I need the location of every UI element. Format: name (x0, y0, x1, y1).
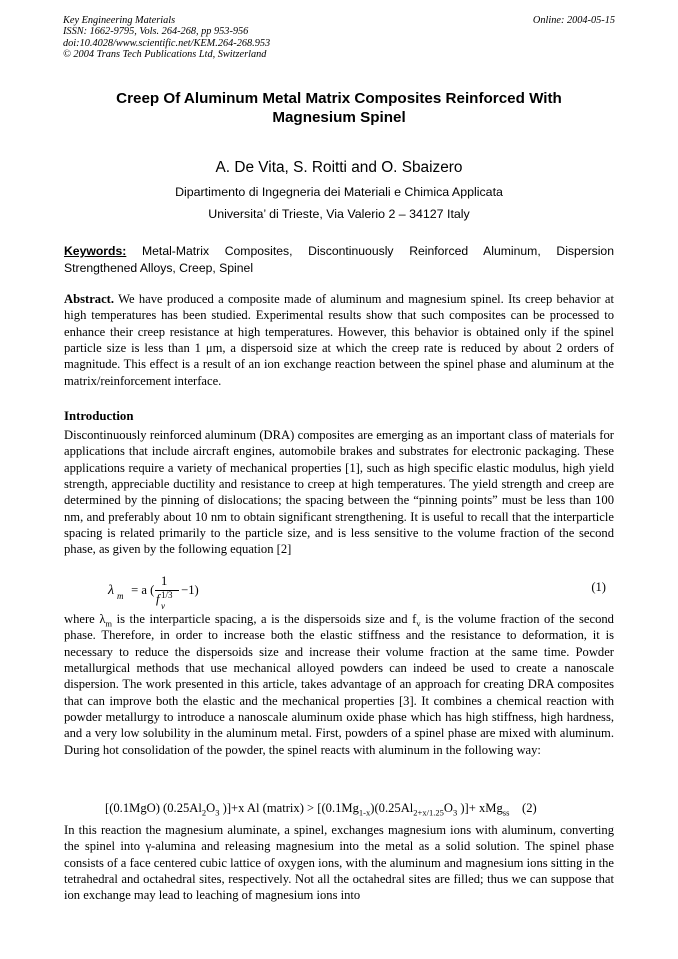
eq2-sub-e: 3 (452, 807, 458, 818)
equation-2-number: (2) (509, 801, 537, 815)
eq2-sub-f: ss (502, 807, 510, 818)
eq2-part-b: O (206, 801, 216, 815)
eq1-den-sub: v (161, 601, 165, 611)
keywords-text: Metal-Matrix Composites, Discontinuously Reinforced Aluminum, Dispersion Strengthened Alloys, Creep, Spinel (64, 244, 614, 275)
title-line-2: Magnesium Spinel (272, 109, 406, 126)
eq1-sub-m: m (117, 591, 124, 601)
eq1-den-f: f (156, 592, 160, 606)
online-date: Online: 2004-05-15 (532, 15, 615, 26)
sub-v: v (416, 618, 421, 629)
abstract (64, 291, 614, 389)
eq2-part-d: )(0.25Al (370, 801, 414, 815)
reaction-explanation-paragraph: In this reaction the magnesium aluminate, a spinel, exchanges magnesium ions with aluminum, converting the spinel into γ-alumina and releasing magnesium into the metal as a solid solution. The spinel phase consists of a face centered cubic lattice of oxygen ions, with the aluminum and magnesium ions sitting in the tetrahedral and octahedral sites, respectively. Not all the octahedral sites are filled; thus we can suppose that ion exchange may lead to leaching of magnesium ions into (64, 823, 614, 903)
eq2-sub-d: 2+x/1.25 (413, 807, 444, 818)
eq1-tail: −1) (178, 583, 199, 597)
affiliation-department: Dipartimento di Ingegneria dei Materiali e Chimica Applicata (175, 185, 503, 199)
eq1-lambda: λ (108, 583, 115, 598)
abstract-label: Abstract. (64, 292, 115, 306)
introduction-paragraph: Discontinuously reinforced aluminum (DRA) composites are emerging as an important class of materials for applications that include aircraft engines, automobile brakes and substrates for electronic packaging. These applications require a variety of mechanical properties [1], such as high specific elastic modulus, high yield strength, appreciable ductility and resistance to creep at high temperatures. The yield strength and creep are determined by the pinning of dislocations; the spacing between the “pinning points” must be less than 100 nm, and preferably about 10 nm to obtain significant strengthening. It is useful to recall that the interparticle spacing is related primarily to the particle size, and is less sensitive to the volume fraction of the second phase, as given by the following equation [2] (64, 428, 614, 557)
authors: A. De Vita, S. Roitti and O. Sbaizero (215, 159, 463, 176)
paper-title (63, 89, 615, 127)
eq2-sub-a: 2 (201, 807, 207, 818)
equation-1 (108, 574, 308, 612)
text-interparticle: is the interparticle spacing, a is the dispersoids size and f (112, 612, 417, 626)
journal-name: Key Engineering Materials (63, 15, 176, 26)
keywords (64, 243, 614, 276)
eq1-numerator: 1 (161, 574, 168, 588)
title-line-1: Creep Of Aluminum Metal Matrix Composites Reinforced With (116, 90, 562, 107)
eq2-part-e: O (443, 801, 453, 815)
equation-2 (105, 801, 537, 816)
copyright-line: © 2004 Trans Tech Publications Ltd, Switzerland (63, 49, 267, 61)
eq2-part-f: )]+ xMg (457, 801, 503, 815)
journal-header (63, 15, 270, 61)
eq2-part-a: [(0.1MgO) (0.25Al (105, 801, 202, 815)
keywords-label: Keywords: (64, 244, 127, 258)
issn-line: ISSN: 1662-9795, Vols. 264-268, pp 953-956 (63, 26, 249, 38)
text-where-lambda: where λ (64, 612, 106, 626)
abstract-text: We have produced a composite made of aluminum and magnesium spinel. Its creep behavior at high temperatures has been studied. Experimental results show that such composites can be processed to enhance their creep resistance at high temperatures. However, this behavior is obtained only if the spinel particle size is less than 1 μm, a dispersoid size at which the creep rate is reduced by about 2 orders of magnitude. This effect is a result of an ion exchange reaction between the spinel phase and aluminum at the matrix/reinforcement interface. (64, 292, 614, 388)
doi-line: doi:10.4028/www.scientific.net/KEM.264-268.953 (63, 37, 271, 49)
eq1-a: = a ( (128, 583, 155, 597)
text-method: is the volume fraction of the second phase. Therefore, in order to increase both the elastic stiffness and the resistance to deformation, it is necessary to reduce the dispersoids size and increase their volume fraction at the same time. Powder metallurgical methods that use mechanical alloyed powders can indeed be used to create a nanoscale dispersion. The work presented in this article, takes advantage of an approach for creating DRA composites that can improve both the elastic and the mechanical properties [3]. It combines a chemical reaction with powder metallurgy to introduce a nanoscale aluminum oxide phase which has high stiffness, high hardness, and a very low solubility in the aluminum metal. First, powders of a spinel phase are mixed with aluminum. During hot consolidation of the powder, the spinel reacts with aluminum in the following way: (64, 612, 614, 757)
equation-1-number: (1) (591, 580, 606, 594)
eq2-sub-b: 3 (215, 807, 220, 818)
introduction-heading: Introduction (64, 409, 134, 423)
eq2-sub-c: 1-x (358, 807, 371, 818)
eq1-den-sup: 1/3 (161, 590, 173, 600)
equation-explanation-paragraph (64, 611, 614, 758)
eq2-part-c: )]+x Al (matrix) > [(0.1Mg (219, 801, 359, 815)
sub-m: m (105, 618, 113, 629)
affiliation-university: Universita’ di Trieste, Via Valerio 2 – 34127 Italy (208, 207, 470, 221)
